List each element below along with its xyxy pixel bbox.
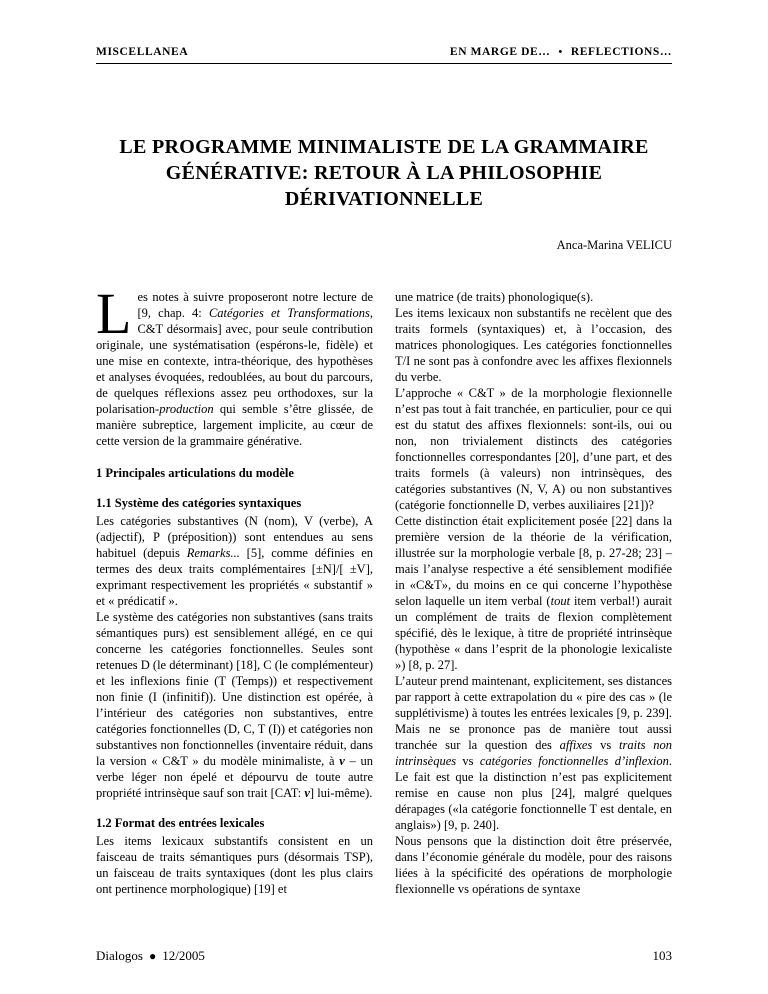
paper-title-line: LE PROGRAMME MINIMALISTE DE LA GRAMMAIRE [119,136,649,158]
journal-issue: 12/2005 [162,948,205,963]
paragraph: Le système des catégories non substantives (sans traits sémantiques purs) est sensiblement allégé, en ce qui concerne les catégories fonctionnelles. Seules sont retenues D (le déterminant) [18], C (le complémenteur) et les inflexions finie (T (Temps)) et respectivement non finie (I (infinitif)). Une distinction est opérée, à l’intérieur des catégories non substantives, entre catégories fonctionnelles (D, C, T (I)) et catégories non substantives non fonctionnelles (inventaire réduit, dans la version « C&T » du modèle minimaliste, à v – un verbe léger non épelé et dépourvu de toute autre propriété intrinsèque sauf son trait [CAT: v] lui-même). [96,610,373,800]
paper-title-line: DÉRIVATIONNELLE [284,188,484,210]
paragraph: L’auteur prend maintenant, explicitement, ses distances par rapport à cette extrapolation du « pire des cas » (le supplétivisme) à toutes les entrées lexicales [9, p. 239]. Mais ne se prononce pas de manière tout aussi tranchée sur la question des affixes vs traits non intrinsèques vs catégories fonctionnelles d’inflexion. Le fait est que la distinction n’est pas explicitement remise en cause non plus [24], malgré quelques dérapages («la catégorie fonctionnelle T est dentale, en anglais») [9, p. 240]. [395,674,672,832]
author-name: Anca-Marina VELICU [556,238,672,252]
two-column-body [96,281,672,897]
paragraph: une matrice (de traits) phonologique(s). [395,290,594,304]
running-header [96,46,672,58]
journal-name: Dialogos [96,948,143,963]
paragraph: Les items lexicaux non substantifs ne recèlent que des traits formels (syntaxiques) et, à l’occasion, des matrices phonologiques. Les catégories fonctionnelles T/I ne sont pas à confondre avec les affixes flexionnels du verbe. [395,306,672,384]
paragraph-text: es notes à suivre proposeront notre lecture de [9, chap. 4: Catégories et Transformations, C&T désormais] avec, pour seule contribution originale, une systématisation (espérons-le, fidèle) et une mise en contexte, intra-théorique, des hypothèses et analyses évoquées, redoublées, au bout du parcours, de quelques réflexions assez peu orthodoxes, sur la polarisation-production qui semble s’être glissée, de manière subreptice, largement implicite, au cœur de cette version de la grammaire générative. [96,290,374,448]
paragraph: L’approche « C&T » de la morphologie flexionnelle n’est pas tout à fait tranchée, en particulier, pour ce qui est du statut des affixes flexionnels: sont-ils, oui ou non, non trivialement distincts des catégories fonctionnelles correspondantes [20], d’une part, et des traits formels (à valeurs) non intrinsèques, des catégories substantives (N, V, A) ou non substantives (catégorie fonctionnelle D, verbes auxiliaires [21])? [395,386,672,512]
header-rule [96,63,672,64]
header-right-group [450,46,672,58]
footer-journal-line [96,948,205,964]
bullet-icon: • [558,46,563,58]
section-heading: 1 Principales articulations du modèle [96,466,294,480]
paragraph [96,281,374,449]
paper-title [96,134,672,212]
subsection-heading: 1.1 Système des catégories syntaxiques [96,496,302,510]
drop-cap-letter: L [96,281,132,346]
paragraph: Cette distinction était explicitement posée [22] dans la première version de la théorie de la vérification, illustrée sur la morphologie verbale [8, p. 27-28; 23] – mais l’analyse respective a été sensiblement modifiée in «C&T», du moins en ce qui concerne l’hypothèse selon laquelle un item verbal (tout item verbal!) aurait un complément de traits de flexion complètement spécifié, dès le lexique, à titre de propriété intrinsèque (hypothèse « dans l’esprit de la phonologie lexicaliste ») [8, p. 27]. [395,514,672,672]
paper-title-line: GÉNÉRATIVE: RETOUR À LA PHILOSOPHIE [165,162,603,184]
header-rubric-left: EN MARGE DE… [449,46,551,58]
paragraph: Les catégories substantives (N (nom), V (verbe), A (adjectif), P (préposition)) sont entendues au sens habituel (depuis Remarks... [5], comme définies en termes des deux traits complémentaires [±N]/[ ±V], exprimant respectivement les propriétés « substantif » et « prédicatif ». [96,514,373,608]
page-number: 103 [652,948,672,963]
header-rubric-right: REFLECTIONS… [570,46,672,58]
left-column [96,281,374,897]
paragraph: Nous pensons que la distinction doit être préservée, dans l’économie générale du modèle, pour des raisons liées à la spécificité des opérations de morphologie flexionnelle vs opérations de syntaxe [395,834,672,896]
header-section-label: MISCELLANEA [96,46,189,58]
paragraph: Les items lexicaux substantifs consistent en un faisceau de traits sémantiques purs (désormais TSP), un faisceau de traits syntaxiques (dont les plus clairs ont pertinence morphologique) [19] et [96,834,373,896]
page-footer [96,948,672,964]
subsection-heading: 1.2 Format des entrées lexicales [96,816,265,830]
bullet-icon: ● [148,949,157,963]
right-column [395,289,672,897]
